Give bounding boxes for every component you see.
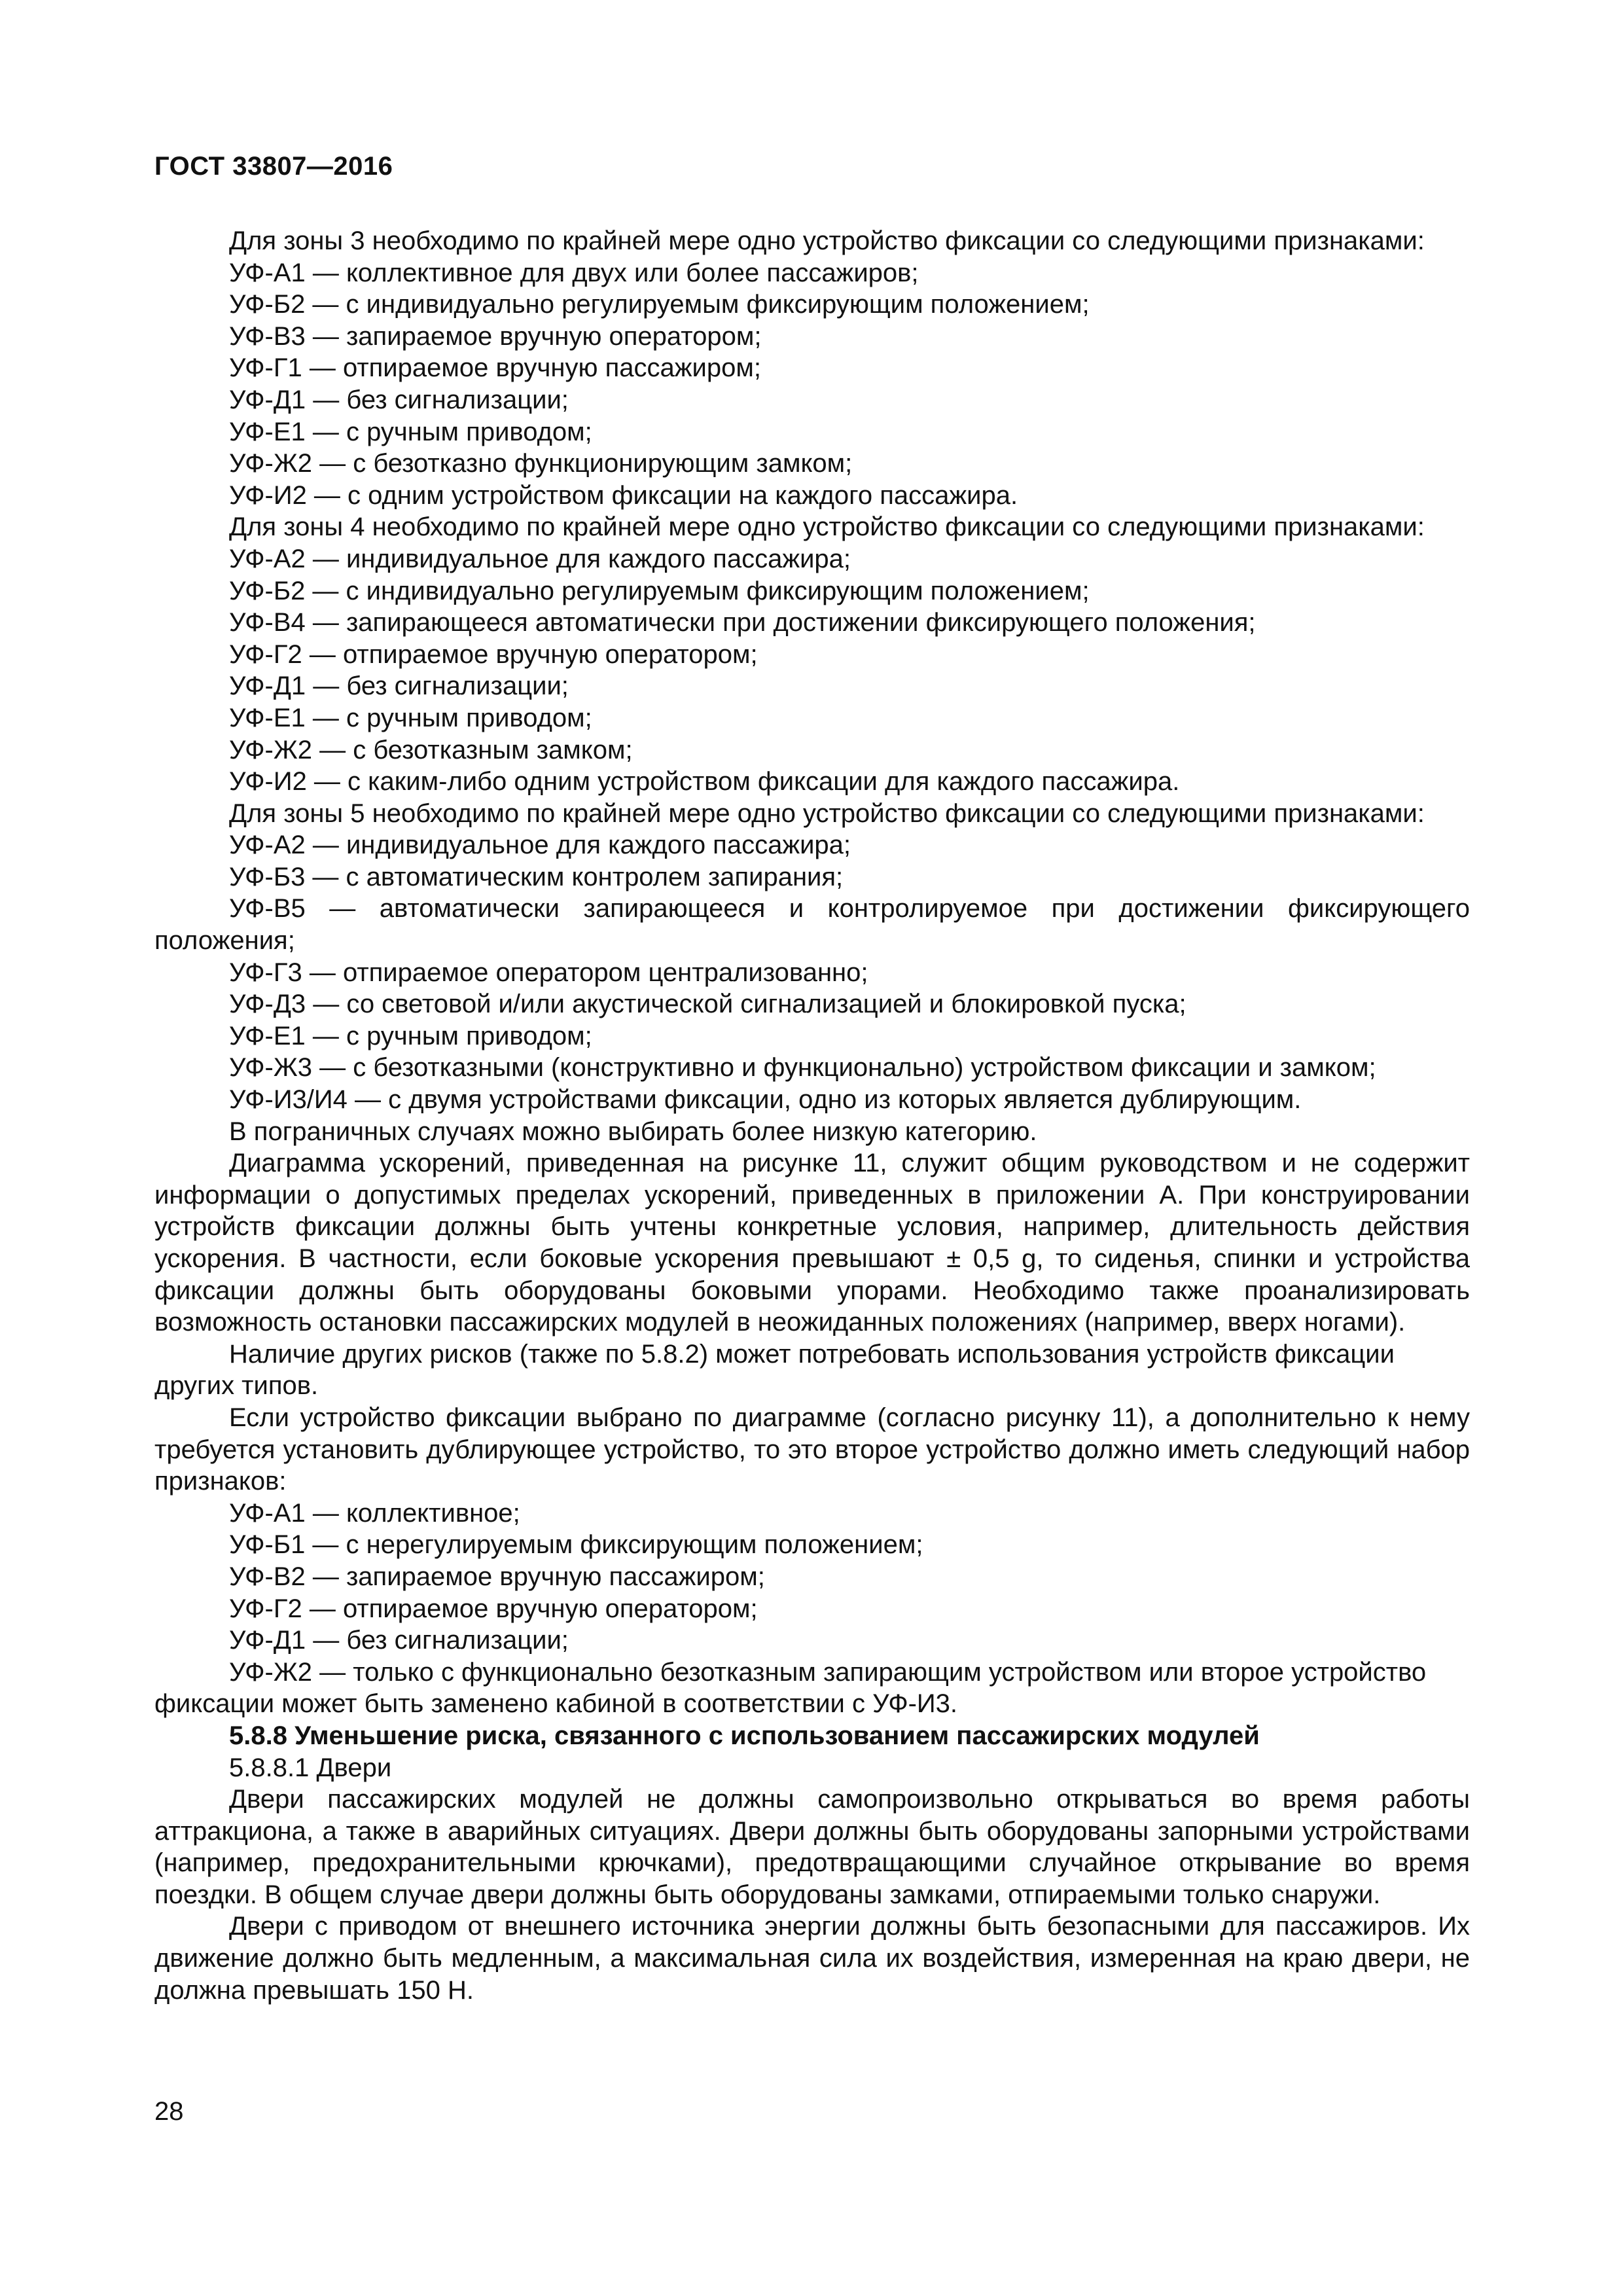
- list-item: УФ-И2 — с одним устройством фиксации на каждого пассажира.: [229, 480, 1018, 510]
- zone-4-intro: Для зоны 4 необходимо по крайней мере одно устройство фиксации со следующими признаками:: [229, 512, 1425, 542]
- zone-3-intro: Для зоны 3 необходимо по крайней мере одно устройство фиксации со следующими признаками:: [229, 226, 1425, 255]
- list-item: УФ-Г2 — отпираемое вручную оператором;: [229, 1594, 758, 1623]
- list-item: УФ-Б3 — с автоматическим контролем запирания;: [229, 862, 844, 891]
- document-body: [154, 225, 1470, 2006]
- list-item: УФ-А1 — коллективное;: [229, 1498, 520, 1528]
- paragraph: В пограничных случаях можно выбирать более низкую категорию.: [229, 1117, 1037, 1146]
- list-item: УФ-Е1 — с ручным приводом;: [229, 1021, 592, 1050]
- paragraph: Если устройство фиксации выбрано по диаграмме (согласно рисунку 11), а дополнительно к нему требуется установить дублирующее устройство, то это второе устройство должно иметь следующий набор признаков:: [154, 1403, 1470, 1496]
- subsection-heading: 5.8.8.1 Двери: [229, 1753, 392, 1782]
- list-item: УФ-Г1 — отпираемое вручную пассажиром;: [229, 353, 761, 383]
- list-item: УФ-И3/И4 — с двумя устройствами фиксации, одно из которых является дублирующим.: [229, 1085, 1302, 1115]
- paragraph: Двери с приводом от внешнего источника энергии должны быть безопасными для пассажиров. Их движение должно быть медленным, а максимальная сила их воздействия, измеренная на краю двери, не должна превышать 150 Н.: [154, 1912, 1470, 2005]
- list-item: УФ-В5 — автоматически запирающееся и контролируемое при достижении фиксирующего положения;: [154, 894, 1470, 956]
- list-item: УФ-Д1 — без сигнализации;: [229, 1626, 569, 1655]
- list-item: УФ-Е1 — с ручным приводом;: [229, 417, 592, 446]
- list-item: УФ-Ж3 — с безотказными (конструктивно и функционально) устройством фиксации и замком;: [229, 1053, 1376, 1083]
- paragraph: Диаграмма ускорений, приведенная на рисунке 11, служит общим руководством и не содержит информации о допустимых пределах ускорений, приведенных в приложении А. При конструировании устройств фиксации должны быть учтены конкретные условия, например, длительность действия ускорения. В частности, если боковые ускорения превышают ± 0,5 g, то сиденья, спинки и устройства фиксации должны быть оборудованы боковыми упорами. Необходимо также проанализировать возможность остановки пассажирских модулей в неожиданных положениях (например, вверх ногами).: [154, 1149, 1470, 1337]
- list-item: УФ-Г3 — отпираемое оператором централизованно;: [229, 958, 868, 987]
- list-item: УФ-Б2 — с индивидуально регулируемым фиксирующим положением;: [229, 576, 1090, 605]
- list-item: УФ-Ж2 — с безотказным замком;: [229, 735, 633, 764]
- list-item: УФ-Б1 — с нерегулируемым фиксирующим положением;: [229, 1530, 923, 1560]
- paragraph: Наличие других рисков (также по 5.8.2) может потребовать использования устройств фиксации других типов.: [154, 1339, 1395, 1401]
- list-item: УФ-Б2 — с индивидуально регулируемым фиксирующим положением;: [229, 290, 1090, 319]
- list-item: УФ-А2 — индивидуальное для каждого пассажира;: [229, 544, 851, 573]
- list-item: УФ-Ж2 — с безотказно функционирующим замком;: [229, 449, 853, 478]
- list-item: УФ-В3 — запираемое вручную оператором;: [229, 321, 762, 351]
- document-header: ГОСТ 33807—2016: [154, 152, 393, 181]
- list-item: УФ-И2 — с каким-либо одним устройством фиксации для каждого пассажира.: [229, 767, 1180, 797]
- list-item: УФ-А1 — коллективное для двух или более пассажиров;: [229, 258, 919, 287]
- list-item: УФ-А2 — индивидуальное для каждого пассажира;: [229, 831, 851, 860]
- list-item: УФ-Ж2 — только с функционально безотказным запирающим устройством или второе устройство фиксации может быть заменено кабиной в соответствии с УФ-И3.: [154, 1657, 1427, 1719]
- list-item: УФ-Д1 — без сигнализации;: [229, 385, 569, 414]
- list-item: УФ-В4 — запирающееся автоматически при достижении фиксирующего положения;: [229, 608, 1256, 637]
- list-item: УФ-Д1 — без сигнализации;: [229, 672, 569, 701]
- paragraph: Двери пассажирских модулей не должны самопроизвольно открываться во время работы аттракциона, а также в аварийных ситуациях. Двери должны быть оборудованы запорными устройствами (например, предохранительными крючками), предотвращающими случайное открывание во время поездки. В общем случае двери должны быть оборудованы замками, отпираемыми только снаружи.: [154, 1785, 1470, 1909]
- list-item: УФ-Г2 — отпираемое вручную оператором;: [229, 639, 758, 669]
- page-number: 28: [154, 2097, 184, 2126]
- list-item: УФ-Е1 — с ручным приводом;: [229, 703, 592, 732]
- list-item: УФ-Д3 — со световой и/или акустической сигнализацией и блокировкой пуска;: [229, 990, 1186, 1019]
- section-heading: 5.8.8 Уменьшение риска, связанного с использованием пассажирских модулей: [229, 1721, 1260, 1750]
- zone-5-intro: Для зоны 5 необходимо по крайней мере одно устройство фиксации со следующими признаками:: [229, 798, 1425, 828]
- list-item: УФ-В2 — запираемое вручную пассажиром;: [229, 1562, 765, 1591]
